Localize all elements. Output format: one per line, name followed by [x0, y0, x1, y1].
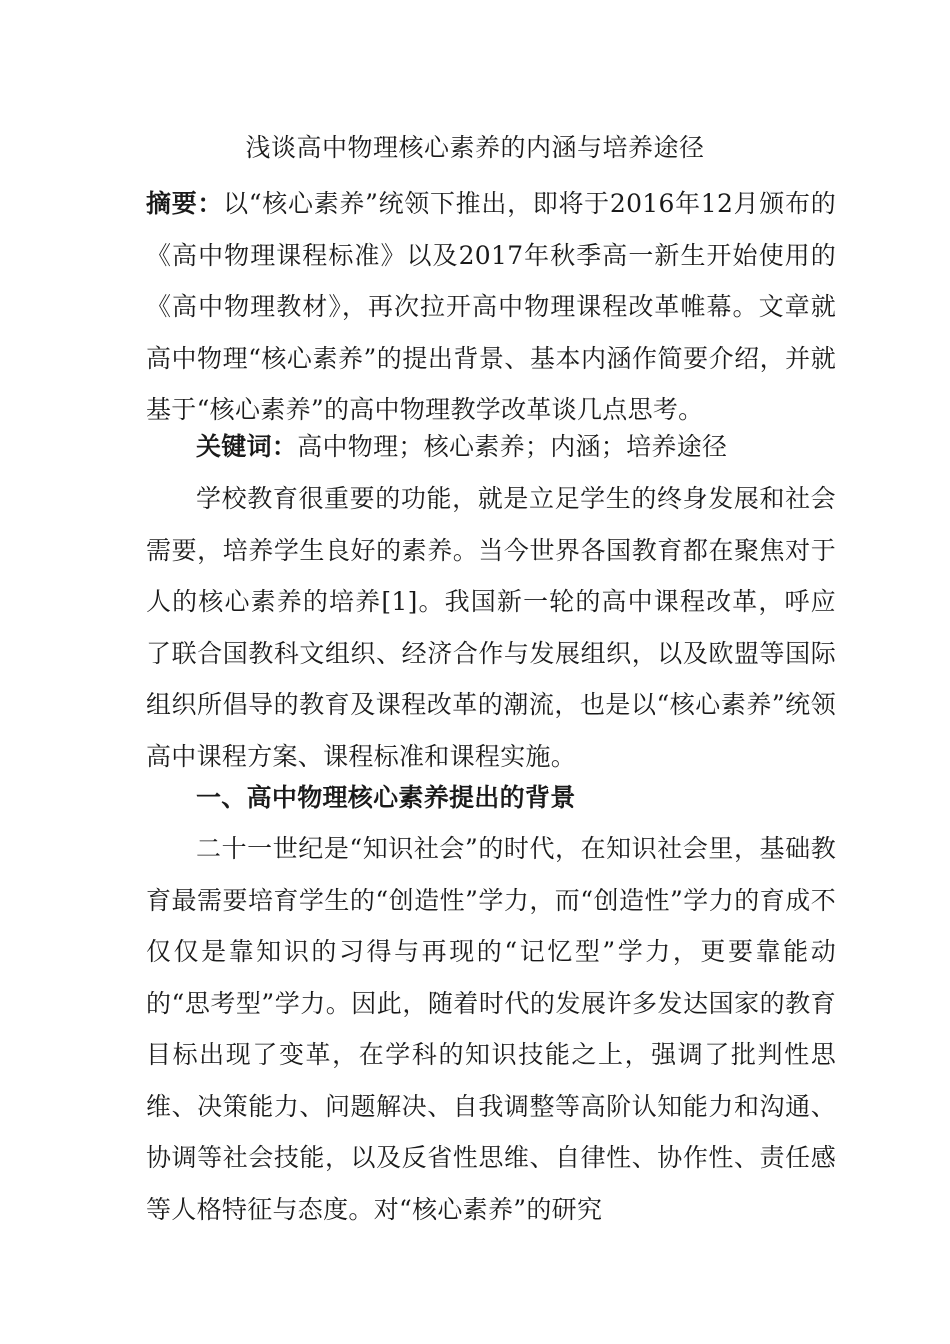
paragraph-background-text: 二十一世纪是“知识社会”的时代，在知识社会里，基础教育最需要培育学生的“创造性”学力，而“创造性”学力的育成不仅仅是靠知识的习得与再现的“记忆型”学力，更要靠能动的“思考型”学力。因此，随着时代的发展许多发达国家的教育目标出现了变革，在学科的知识技能之上，强调了批判性思维、决策能力、问题解决、自我调整等高阶认知能力和沟通、协调等社会技能，以及反省性思维、自律性、协作性、责任感等人格特征与态度。对“核心素养”的研究	[146, 834, 836, 1224]
abstract-text: 以“核心素养”统领下推出，即将于2016年12月颁布的《高中物理课程标准》以及2017年秋季高一新生开始使用的《高中物理教材》，再次拉开高中物理课程改革帷幕。文章就高中物理“核心素养”的提出背景、基本内涵作简要介绍，并就基于“核心素养”的高中物理教学改革谈几点思考。	[146, 189, 836, 424]
keywords-label: 关键词：	[196, 432, 298, 461]
paragraph-intro-text: 学校教育很重要的功能，就是立足学生的终身发展和社会需要，培养学生良好的素养。当今世界各国教育都在聚焦对于人的核心素养的培养[1]。我国新一轮的高中课程改革，呼应了联合国教科文组织、经济合作与发展组织，以及欧盟等国际组织所倡导的教育及课程改革的潮流，也是以“核心素养”统领高中课程方案、课程标准和课程实施。	[146, 484, 836, 771]
abstract-label: 摘要：	[146, 189, 224, 218]
keywords-block	[146, 421, 836, 473]
abstract-block	[146, 178, 836, 436]
keywords-text: 高中物理；核心素养；内涵；培养途径	[297, 432, 728, 461]
document-title: 浅谈高中物理核心素养的内涵与培养途径	[245, 133, 705, 162]
section-heading: 一、高中物理核心素养提出的背景	[196, 783, 576, 812]
paragraph-intro	[146, 473, 836, 782]
paragraph-background	[146, 823, 836, 1235]
